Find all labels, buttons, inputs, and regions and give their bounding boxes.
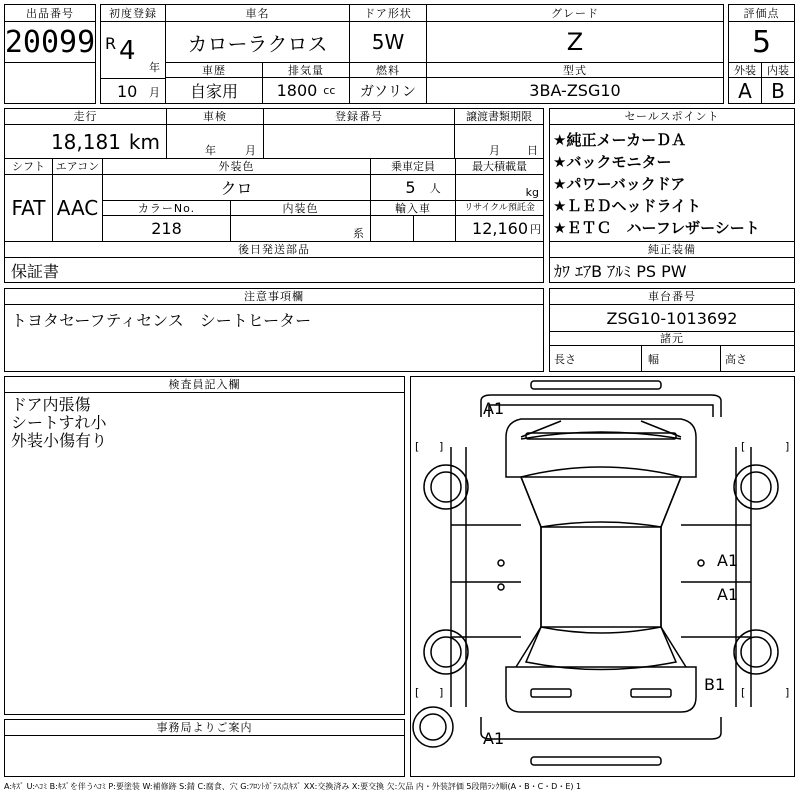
shift-label: シフト xyxy=(4,158,53,175)
mileage-unit: km xyxy=(128,129,160,154)
car-outline xyxy=(411,377,795,777)
legend: A:ｷｽﾞ U:ﾍｺﾐ B:ｷｽﾞを伴うﾍｺﾐ P:要塗装 W:補修跡 S:錆 C:腐食、穴 G:ﾌﾛﾝﾄｶﾞﾗｽ点ｷｽﾞ XX:交換済み X:要交換 欠:欠品 内・外装評価 5段階ﾗﾝｸ順(A・B・C・D・E) 1 xyxy=(4,782,582,791)
selling-point: ★ＬＥＤヘッドライト xyxy=(553,197,701,215)
displacement: 1800 xyxy=(276,81,318,100)
reg-number xyxy=(263,124,455,159)
inspector-label: 検査員記入欄 xyxy=(4,376,405,393)
chassis-label: 車台番号 xyxy=(549,288,795,305)
later-parts: 保証書 xyxy=(4,257,544,283)
car-name-label: 車名 xyxy=(165,4,350,22)
era: R xyxy=(105,34,117,53)
transfer-day-unit: 日 xyxy=(527,144,538,157)
model: 3BA-ZSG10 xyxy=(426,77,724,104)
bracket-right: ] xyxy=(785,440,790,453)
inspector-line: シートすれ小 xyxy=(11,413,107,432)
car-name: カローラクロス xyxy=(165,21,350,63)
color-no: 218 xyxy=(102,215,231,242)
shift: FAT xyxy=(4,174,53,242)
history: 自家用 xyxy=(165,77,263,104)
ext-color: クロ xyxy=(102,174,371,201)
bracket-right: ] xyxy=(439,440,444,453)
history-label: 車歴 xyxy=(165,62,263,78)
car-damage-diagram xyxy=(410,376,795,777)
damage-mark: A1 xyxy=(717,551,739,570)
chassis-number: ZSG10-1013692 xyxy=(549,304,795,332)
import-label: 輸入車 xyxy=(370,200,456,216)
bracket-left: [ xyxy=(415,686,420,699)
max-load-box xyxy=(455,174,544,201)
reg-month: 10 xyxy=(117,82,138,101)
score-label: 評価点 xyxy=(728,4,795,22)
reg-year: 4 xyxy=(119,36,136,66)
bracket-right: ] xyxy=(785,686,790,699)
first-registration-box xyxy=(100,21,166,79)
transfer-month-unit: 月 xyxy=(489,144,500,157)
import-box-1 xyxy=(370,215,414,242)
capacity: 5 xyxy=(405,178,416,197)
genuine-equipment: ｶﾜ ｴｱB ｱﾙﾐ PS PW xyxy=(549,257,795,283)
recycle: 12,160 xyxy=(472,219,528,238)
damage-mark: A1 xyxy=(717,585,739,604)
bracket-left: [ xyxy=(741,686,746,699)
month-unit: 月 xyxy=(149,86,160,99)
lot-blank xyxy=(4,62,96,104)
capacity-unit: 人 xyxy=(429,181,441,195)
height-label: 高さ xyxy=(725,353,747,366)
grade-label: グレード xyxy=(426,4,724,22)
selling-points-label: セールスポイント xyxy=(549,108,795,125)
ac: AAC xyxy=(52,174,103,242)
color-no-label: カラーNo. xyxy=(102,200,231,216)
genuine-equipment-label: 純正装備 xyxy=(549,241,795,258)
notes-box xyxy=(4,304,544,372)
bracket-right: ] xyxy=(439,686,444,699)
width-box xyxy=(641,345,721,372)
int-color-label: 内装色 xyxy=(230,200,371,216)
displacement-unit: cc xyxy=(323,84,336,97)
door-type: 5W xyxy=(349,21,427,63)
damage-mark: A1 xyxy=(483,399,505,418)
inspector-box xyxy=(4,392,405,715)
max-load-unit: kg xyxy=(525,186,539,199)
inspection-label: 車検 xyxy=(166,108,264,125)
office-label: 事務局よりご案内 xyxy=(4,719,405,736)
insp-month-unit: 月 xyxy=(245,144,256,157)
int-color-box xyxy=(230,215,371,242)
width-label: 幅 xyxy=(648,353,659,366)
lot-number: 20099 xyxy=(4,21,96,63)
height-box xyxy=(720,345,795,372)
max-load-label: 最大積載量 xyxy=(455,158,544,175)
displacement-label: 排気量 xyxy=(262,62,350,78)
notes-label: 注意事項欄 xyxy=(4,288,544,305)
reg-number-label: 登録番号 xyxy=(263,108,455,125)
int-grade-label: 内装 xyxy=(761,62,795,78)
selling-point: ★純正メーカーＤＡ xyxy=(553,131,687,149)
fuel-label: 燃料 xyxy=(349,62,427,78)
int-color-unit: 系 xyxy=(353,227,364,240)
ext-grade: A xyxy=(728,77,762,104)
transfer-deadline-label: 譲渡書類期限 xyxy=(454,108,544,125)
ac-label: エアコン xyxy=(52,158,103,175)
import-box-2 xyxy=(413,215,456,242)
mileage-label: 走行 xyxy=(4,108,167,125)
dims-label: 諸元 xyxy=(549,331,795,346)
mileage-box xyxy=(4,124,167,159)
inspector-line: 外装小傷有り xyxy=(11,431,108,450)
mileage: 18,181 xyxy=(50,129,121,154)
fuel: ガソリン xyxy=(349,77,427,104)
displacement-box xyxy=(262,77,350,104)
model-label: 型式 xyxy=(426,62,724,78)
selling-points-box xyxy=(549,124,795,242)
damage-mark: A1 xyxy=(483,729,505,748)
inspection-box xyxy=(166,124,264,159)
ext-grade-label: 外装 xyxy=(728,62,762,78)
reg-month-box xyxy=(100,78,166,104)
transfer-deadline-box xyxy=(454,124,544,159)
notes: トヨタセーフティセンス シートヒーター xyxy=(11,311,312,330)
ext-color-label: 外装色 xyxy=(102,158,371,175)
selling-point: ★バックモニター xyxy=(553,153,672,171)
int-grade: B xyxy=(761,77,795,104)
capacity-label: 乗車定員 xyxy=(370,158,456,175)
bracket-left: [ xyxy=(741,440,746,453)
length-label: 長さ xyxy=(554,353,576,366)
selling-point: ★パワーバックドア xyxy=(553,175,686,193)
insp-year-unit: 年 xyxy=(205,144,216,157)
recycle-label: リサイクル預託金 xyxy=(455,200,544,216)
selling-point: ★ＥＴＣ ハーフレザーシート xyxy=(553,219,760,237)
recycle-box xyxy=(455,215,544,242)
damage-mark: B1 xyxy=(704,675,726,694)
recycle-unit: 円 xyxy=(530,222,541,236)
office-box xyxy=(4,735,405,777)
score: 5 xyxy=(728,21,795,63)
door-label: ドア形状 xyxy=(349,4,427,22)
later-parts-label: 後日発送部品 xyxy=(4,241,544,258)
capacity-box xyxy=(370,174,456,201)
length-box xyxy=(549,345,642,372)
first-registration-label: 初度登録 xyxy=(100,4,166,22)
grade: Z xyxy=(426,21,724,63)
year-unit: 年 xyxy=(149,61,160,74)
inspector-line: ドア内張傷 xyxy=(11,395,91,414)
lot-number-label: 出品番号 xyxy=(4,4,96,22)
bracket-left: [ xyxy=(415,440,420,453)
